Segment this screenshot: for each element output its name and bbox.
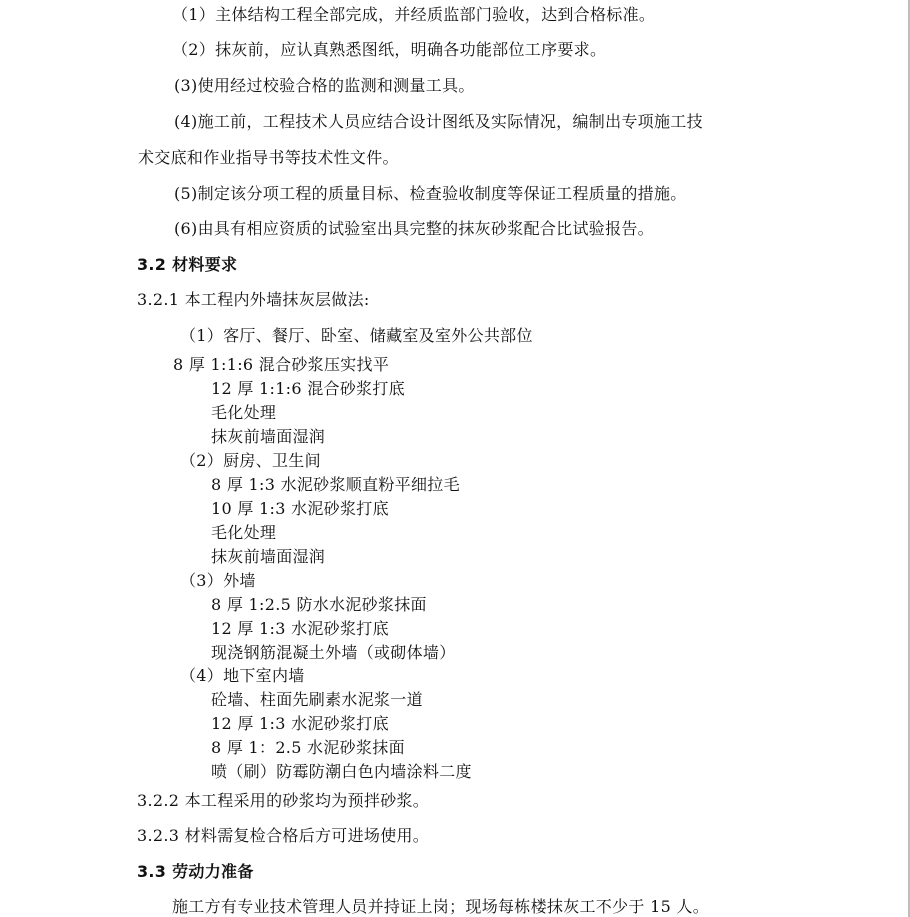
group-2-line: 8 厚 1:3 水泥砂浆顺直粉平细拉毛 xyxy=(211,475,460,494)
group-2-line: 10 厚 1:3 水泥砂浆打底 xyxy=(211,499,389,518)
group-4-line: 12 厚 1:3 水泥砂浆打底 xyxy=(211,714,389,733)
prep-item-2: （2）抹灰前，应认真熟悉图纸，明确各功能部位工序要求。 xyxy=(172,40,607,59)
group-4-line: 砼墙、柱面先刷素水泥浆一道 xyxy=(211,690,423,709)
group-1-line: 8 厚 1:1:6 混合砂浆压实找平 xyxy=(173,355,390,374)
group-2-line: 毛化处理 xyxy=(211,523,277,542)
prep-item-3: (3)使用经过校验合格的监测和测量工具。 xyxy=(174,76,475,95)
group-1-line: 毛化处理 xyxy=(211,403,277,422)
section-3-3-heading: 3.3 劳动力准备 xyxy=(137,862,254,881)
group-2-line: 抹灰前墙面湿润 xyxy=(211,547,326,566)
section-3-3-text: 施工方有专业技术管理人员并持证上岗；现场每栋楼抹灰工不少于 15 人。 xyxy=(172,897,710,916)
group-3-line: 现浇钢筋混凝土外墙（或砌体墙） xyxy=(211,643,456,662)
prep-item-4-line1: (4)施工前，工程技术人员应结合设计图纸及实际情况，编制出专项施工技 xyxy=(174,112,703,131)
group-4-line: 8 厚 1：2.5 水泥砂浆抹面 xyxy=(211,738,405,757)
group-1-line: 抹灰前墙面湿润 xyxy=(211,427,326,446)
section-3-2-heading: 3.2 材料要求 xyxy=(137,255,238,274)
prep-item-6: (6)由具有相应资质的试验室出具完整的抹灰砂浆配合比试验报告。 xyxy=(174,219,654,238)
group-3-title: （3）外墙 xyxy=(180,571,256,590)
group-1-line: 12 厚 1:1:6 混合砂浆打底 xyxy=(211,379,406,398)
section-3-2-1: 3.2.1 本工程内外墙抹灰层做法: xyxy=(137,290,370,309)
prep-item-4-line2: 术交底和作业指导书等技术性文件。 xyxy=(138,148,399,167)
section-3-2-2: 3.2.2 本工程采用的砂浆均为预拌砂浆。 xyxy=(137,791,430,810)
group-3-line: 8 厚 1:2.5 防水水泥砂浆抹面 xyxy=(211,595,427,614)
group-4-line: 喷（刷）防霉防潮白色内墙涂料二度 xyxy=(211,762,472,781)
section-3-2-3: 3.2.3 材料需复检合格后方可进场使用。 xyxy=(137,826,430,845)
group-1-title: （1）客厅、餐厅、卧室、储藏室及室外公共部位 xyxy=(180,326,533,345)
group-3-line: 12 厚 1:3 水泥砂浆打底 xyxy=(211,619,389,638)
prep-item-1: （1）主体结构工程全部完成，并经质监部门验收，达到合格标准。 xyxy=(172,5,656,24)
group-2-title: （2）厨房、卫生间 xyxy=(180,451,321,470)
group-4-title: （4）地下室内墙 xyxy=(180,666,305,685)
prep-item-5: (5)制定该分项工程的质量目标、检查验收制度等保证工程质量的措施。 xyxy=(174,184,687,203)
